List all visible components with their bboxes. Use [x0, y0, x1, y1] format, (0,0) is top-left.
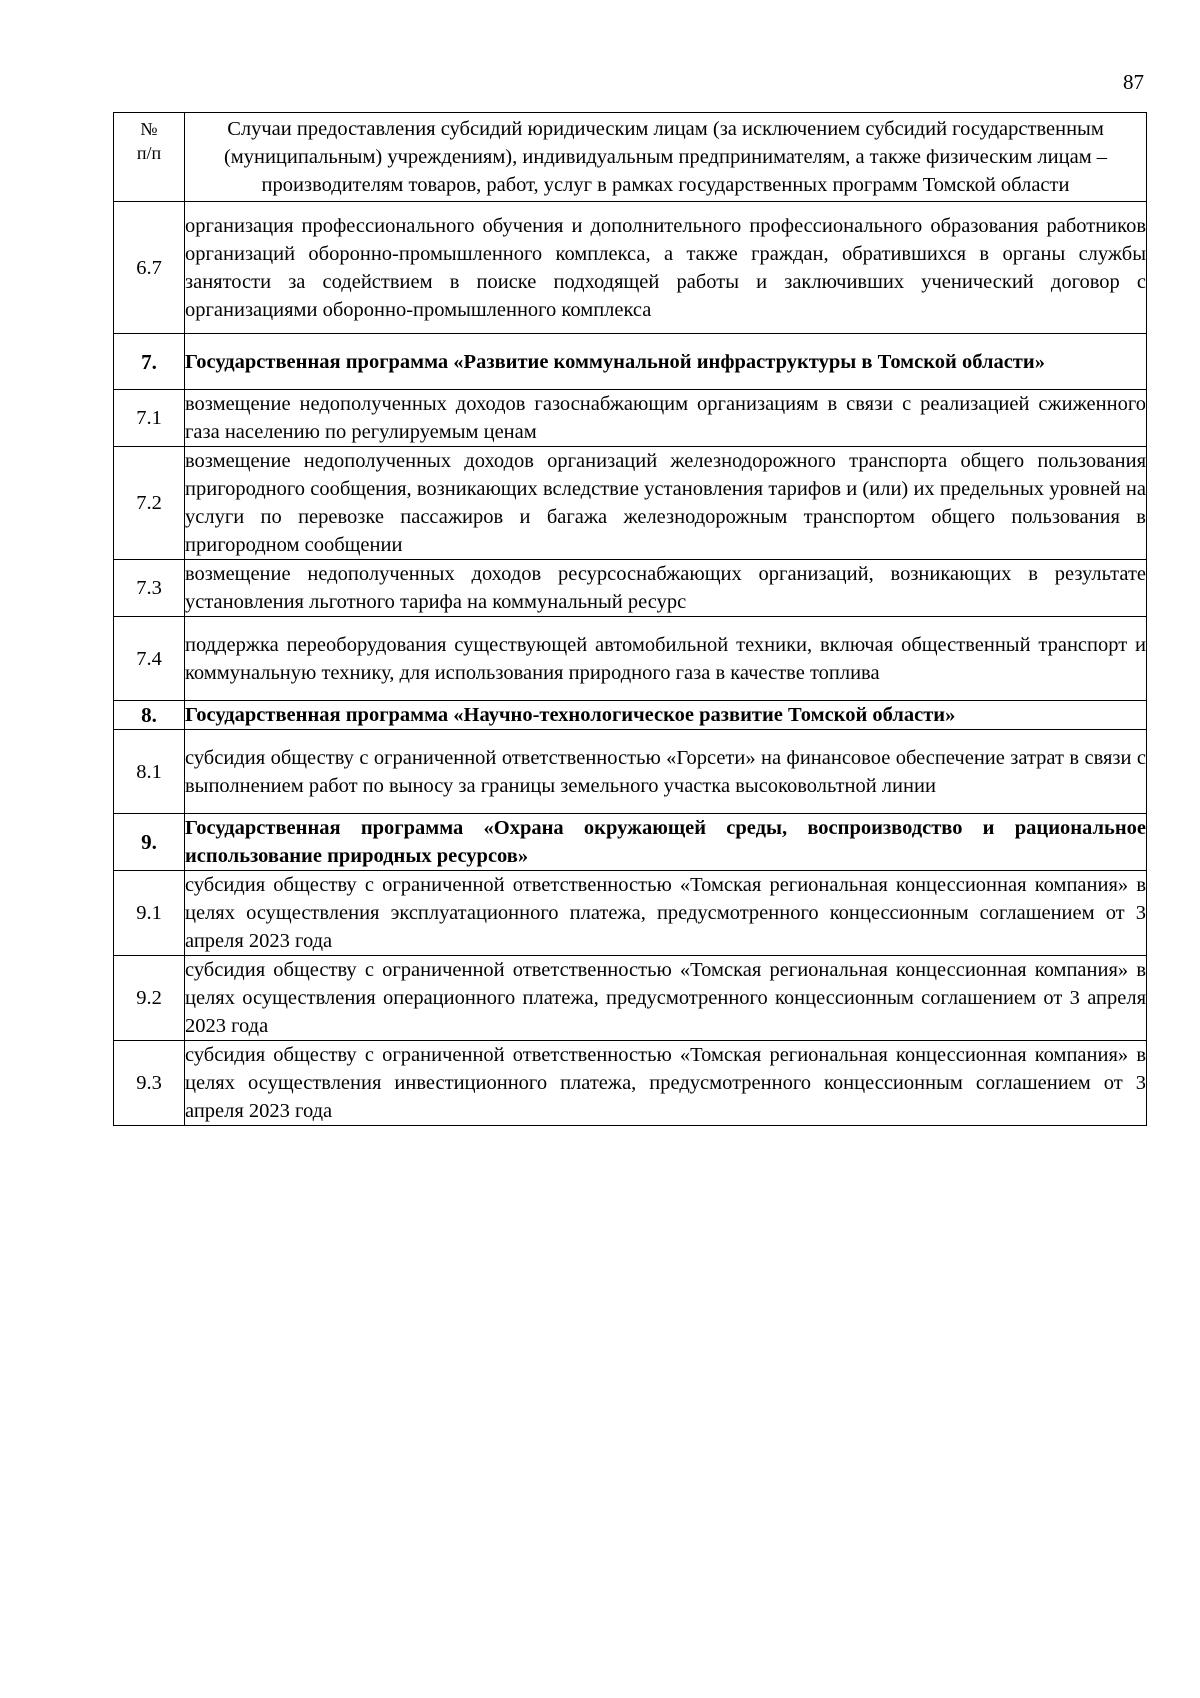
program-title: Государственная программа «Научно-технологическое развитие Томской области»	[185, 701, 1147, 730]
row-number: 9.2	[114, 956, 185, 1041]
row-number: 9.3	[114, 1041, 185, 1126]
program-row	[114, 701, 1147, 730]
program-title: Государственная программа «Охрана окружающей среды, воспроизводство и рациональное использование природных ресурсов»	[185, 814, 1147, 871]
subsidy-table	[113, 112, 1147, 1126]
row-text: субсидия обществу с ограниченной ответственностью «Томская региональная концессионная компания» в целях осуществления эксплуатационного платежа, предусмотренного концессионным соглашением от 3 апреля 2023 года	[185, 871, 1147, 956]
program-number: 9.	[114, 814, 185, 871]
table-row	[114, 447, 1147, 560]
row-text: организация профессионального обучения и дополнительного профессионального образования работников организаций оборонно-промышленного комплекса, а также граждан, обратившихся в органы службы занятости за содействием в поиске подходящей работы и заключивших ученический договор с организациями оборонно-промышленного комплекса	[185, 202, 1147, 334]
row-number: 6.7	[114, 202, 185, 334]
page-number: 87	[1123, 70, 1144, 94]
row-number: 9.1	[114, 871, 185, 956]
table-row	[114, 202, 1147, 334]
row-text: возмещение недополученных доходов организаций железнодорожного транспорта общего пользования пригородного сообщения, возникающих вследствие установления тарифов и (или) их предельных уровней на услуги по перевозке пассажиров и багажа железнодорожным транспортом общего пользования в пригородном сообщении	[185, 447, 1147, 560]
table-row	[114, 390, 1147, 447]
row-number: 7.1	[114, 390, 185, 447]
row-number: 7.3	[114, 560, 185, 617]
row-text: поддержка переоборудования существующей автомобильной техники, включая общественный транспорт и коммунальную технику, для использования природного газа в качестве топлива	[185, 617, 1147, 701]
program-number: 7.	[114, 334, 185, 390]
program-title: Государственная программа «Развитие коммунальной инфраструктуры в Томской области»	[185, 334, 1147, 390]
table-header-row	[114, 113, 1147, 202]
program-number: 8.	[114, 701, 185, 730]
row-number: 7.4	[114, 617, 185, 701]
header-number-abbrev: п/п	[136, 143, 162, 163]
header-title-cell: Случаи предоставления субсидий юридическим лицам (за исключением субсидий государственным (муниципальным) учреждениям), индивидуальным предпринимателям, а также физическим лицам – производителям товаров, работ, услуг в рамках государственных программ Томской области	[185, 113, 1147, 202]
program-row	[114, 334, 1147, 390]
table-row	[114, 730, 1147, 814]
table-row	[114, 560, 1147, 617]
table-row	[114, 617, 1147, 701]
row-number: 8.1	[114, 730, 185, 814]
table-row	[114, 1041, 1147, 1126]
row-text: субсидия обществу с ограниченной ответственностью «Горсети» на финансовое обеспечение затрат в связи с выполнением работ по выносу за границы земельного участка высоковольтной линии	[185, 730, 1147, 814]
row-text: возмещение недополученных доходов ресурсоснабжающих организаций, возникающих в результате установления льготного тарифа на коммунальный ресурс	[185, 560, 1147, 617]
row-text: возмещение недополученных доходов газоснабжающим организациям в связи с реализацией сжиженного газа населению по регулируемым ценам	[185, 390, 1147, 447]
table-row	[114, 871, 1147, 956]
program-row	[114, 814, 1147, 871]
row-text: субсидия обществу с ограниченной ответственностью «Томская региональная концессионная компания» в целях осуществления операционного платежа, предусмотренного концессионным соглашением от 3 апреля 2023 года	[185, 956, 1147, 1041]
header-number-cell	[114, 113, 185, 202]
header-number-symbol: №	[140, 119, 158, 139]
table-row	[114, 956, 1147, 1041]
row-text: субсидия обществу с ограниченной ответственностью «Томская региональная концессионная компания» в целях осуществления инвестиционного платежа, предусмотренного концессионным соглашением от 3 апреля 2023 года	[185, 1041, 1147, 1126]
row-number: 7.2	[114, 447, 185, 560]
